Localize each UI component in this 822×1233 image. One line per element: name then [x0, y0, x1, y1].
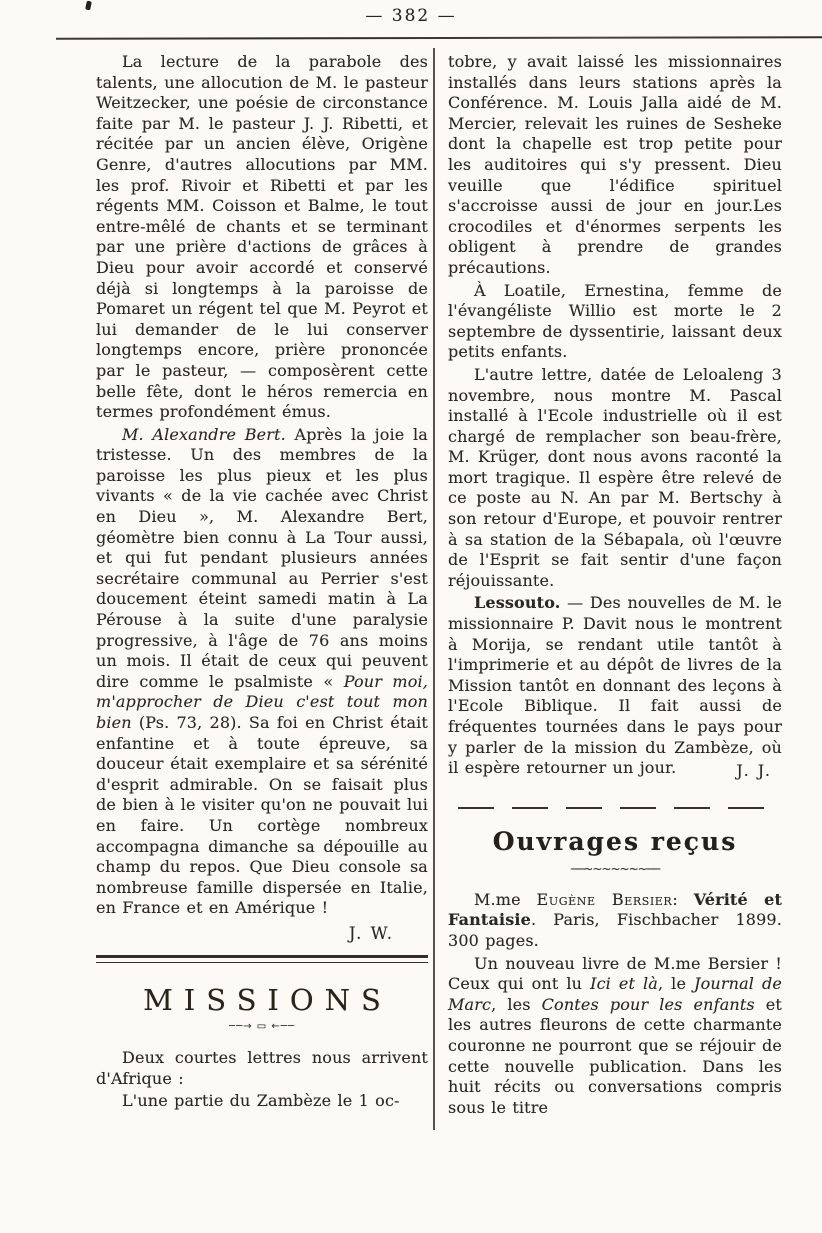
text-run: — Des nouvelles de M. le missionnaire P. Davit nous le montrent à Morija, se rendant utile tantôt à l'imprimerie et au dépôt de livres de la Mission tantôt en donnant des leçons à l'Ecole Biblique. Il fait aussi de fréquentes tournées dans le pays pour y parler de la mission du Zambèze, où il espère retourner un jour.: [448, 593, 782, 778]
signature-jw: J. W.: [348, 923, 394, 943]
paragraph-autre-lettre: L'autre lettre, datée de Leloaleng 3 novembre, nous montre M. Pascal installé à l'Ecole industrielle où il est chargé de remplacher son beau-frère, M. Krüger, dont nous avons raconté la mort tragique. Il espère être relevé de ce poste au N. An par M. Bertschy à son retour d'Europe, et pouvoir rentrer à sa station de la Sébapala, où l'œuvre de l'Esprit se fait sentir d'une façon réjouissante.: [448, 364, 782, 590]
paragraph-fete: La lecture de la parabole des talents, une allocution de M. le pasteur Weitzecker, une poésie de circonstance faite par M. le pasteur J. J. Ribetti, et récitée par un ancien élève, Origène Genre, d'autres allocutions par MM. les prof. Rivoir et Ribetti et par les régents MM. Coisson et Balme, le tout entre-mêlé de chants et se terminant par une prière d'actions de grâces à Dieu pour avoir accordé et conservé déjà si longtemps à la paroisse de Pomaret un régent tel que M. Peyrot et lui demander de le lui conserver longtemps encore, prière prononcée par le pasteur, — composèrent cette belle fête, dont le héros remercia en termes profondément émus.: [96, 52, 428, 422]
text-run: . Paris, Fischbacher 1899. 300 pages.: [448, 910, 782, 950]
text-run: Après la joie la tristesse. Un des membres de la paroisse les plus pieux et les plus vivants « de la vie cachée avec Christ en Dieu », M. Alexandre Bert, géomètre bien connu à La Tour aussi, et qui fut pendant plusieurs années secrétaire communal au Perrier s'est doucement éteint samedi matin à La Pérouse à la suite d'une paralysie progressive, à l'âge de 76 ans moins un mois. Il était de ceux qui peuvent dire comme le psalmiste «: [96, 424, 428, 691]
paragraph-lessouto: [448, 593, 782, 778]
paragraph-zambeze: L'une partie du Zambèze le 1 oc-: [122, 1091, 400, 1111]
missions-heading: MISSIONS: [143, 982, 392, 1017]
paragraph-tobre: tobre, y avait laissé les missionnaires installés dans leurs stations après la Conférence. M. Louis Jalla aidé de M. Mercier, relevait les ruines de Sesheke dont la chapelle est trop petite pour les auditoires qui s'y pressent. Dieu veuille que l'édifice spirituel s'accroisse aussi de jour en jour.Les crocodiles et d'énormes serpents les obligent à prendre de grandes précautions.: [448, 52, 782, 277]
wave-ornament: ──~~~~~~~──: [570, 861, 660, 876]
text-run: Ici et là: [590, 974, 658, 994]
ouvrages-heading: Ouvrages reçus: [492, 826, 738, 856]
text-run: M. Alexandre Bert.: [122, 424, 286, 444]
right-column: [448, 52, 782, 1120]
text-run: Journal de Marc: [448, 974, 783, 1014]
paragraph-loatile: À Loatile, Ernestina, femme de l'évangéliste Willio est morte le 2 septembre de dyssentirie, laissant deux petits enfants.: [448, 280, 782, 362]
text-run: :: [672, 889, 694, 909]
section-rule-double: [96, 955, 428, 963]
arrow-ornament: ──→ ▭ ←──: [229, 1020, 295, 1032]
text-run: Eugène Bersier: [536, 889, 673, 909]
text-run: Contes pour les enfants: [541, 994, 755, 1014]
page-number: — 382 —: [365, 6, 457, 26]
signature-jj: J. J.: [736, 760, 772, 780]
paragraph-alexandre-bert: [96, 425, 428, 919]
paragraph-bersier: [448, 890, 782, 952]
left-column: [96, 52, 428, 1114]
text-run: Pour moi, m'approcher de Dieu c'est tout mon bien: [96, 671, 428, 732]
text-run: (Ps. 73, 28). Sa foi en Christ était enfantine et à toute épreuve, sa douceur était exemplaire et sa sérénité d'esprit admirable. On se faisait plus de bien à le visiter qu'on ne pouvait lui en faire. Un cortège nombreux accompagna dimanche sa dépouille au champ du repos. Que Dieu console sa nombreuse famille dispersée en Italie, en France et en Amérique !: [96, 713, 428, 918]
text-run: Lessouto.: [474, 593, 561, 613]
text-run: Vérité et Fantaisie: [448, 889, 782, 930]
text-run: , le: [658, 974, 695, 994]
header-rule: [56, 36, 822, 40]
paragraph-nouveau-livre: [448, 954, 782, 1119]
text-run: M.me: [474, 889, 537, 909]
column-divider: [433, 48, 435, 1130]
text-run: Un nouveau livre de M.me Bersier ! Ceux qui ont lu: [448, 953, 782, 994]
text-run: et les autres fleurons de cette charmante couronne ne pourront que se réjouir de cette nouvelle publication. Dans les huit récits ou conversations compris sous le titre: [448, 994, 782, 1117]
dashed-rule: [458, 807, 772, 809]
text-run: , les: [491, 994, 542, 1014]
paragraph-deux-lettres: Deux courtes lettres nous arrivent d'Afrique :: [96, 1047, 428, 1088]
